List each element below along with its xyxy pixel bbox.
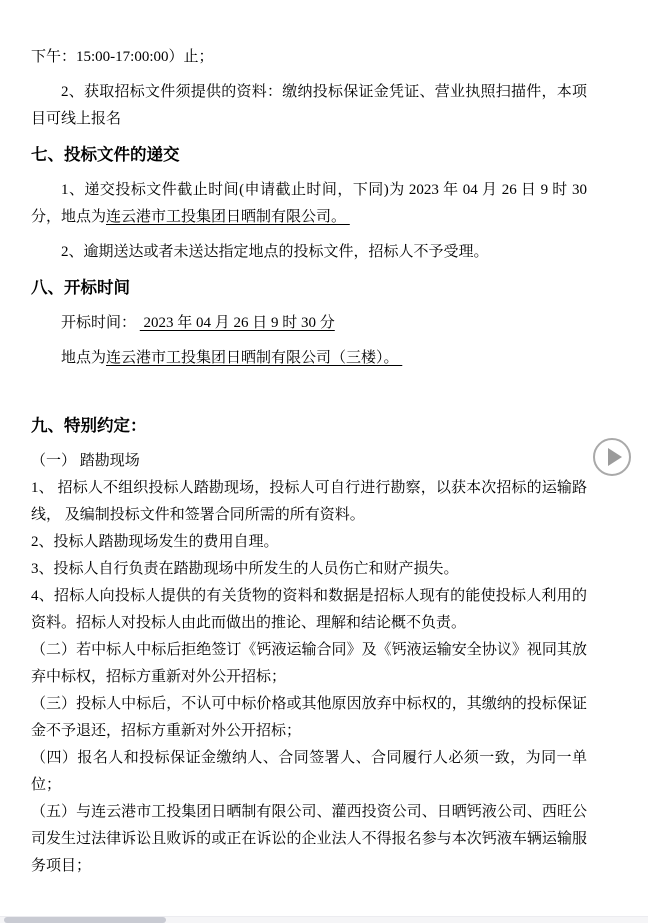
deadline-location-underlined: 连云港市工投集团日晒制有限公司。 — [106, 209, 350, 225]
sub2-paragraph: （二）若中标人中标后拒绝签订《钙液运输合同》及《钙液运输安全协议》视同其放弃中标权，招标方重新对外公开招标； — [31, 642, 587, 685]
continuation-line: 下午：15:00-17:00:00）止； — [31, 49, 214, 65]
bid-opening-time-line — [31, 310, 587, 337]
sub1-item1: 1、 招标人不组织投标人踏勘现场，投标人可自行进行勘察，以获本次招标的运输路线， 及编制投标文件和签署合同所需的所有资料。 — [31, 480, 587, 523]
horizontal-scrollbar-thumb[interactable] — [4, 917, 166, 923]
materials-paragraph: 2、获取招标文件须提供的资料：缴纳投标保证金凭证、营业执照扫描件，本项目可线上报名 — [31, 84, 587, 127]
bid-opening-location-line — [31, 345, 587, 372]
sub1-item3: 3、投标人自行负责在踏勘现场中所发生的人员伤亡和财产损失。 — [31, 561, 459, 577]
sub4-paragraph: （四）报名人和投标保证金缴纳人、合同签署人、合同履行人必须一致，为同一单位； — [31, 750, 587, 793]
horizontal-scrollbar-track[interactable] — [0, 916, 648, 923]
blank-space — [31, 380, 587, 406]
sub3-paragraph: （三）投标人中标后，不认可中标价格或其他原因放弃中标权的，其缴纳的投标保证金不予退还，招标方重新对外公开招标； — [31, 696, 587, 739]
location-label: 地点为 — [61, 350, 107, 366]
submission-deadline-paragraph — [31, 177, 587, 231]
sub1-item4: 4、招标人向投标人提供的有关货物的资料和数据是招标人现有的能使投标人利用的资料。招标人对投标人由此而做出的推论、理解和结论概不负责。 — [31, 588, 587, 631]
overdue-paragraph: 2、逾期送达或者未送达指定地点的投标文件，招标人不予受理。 — [61, 244, 489, 260]
sub1-title: （一） 踏勘现场 — [31, 453, 140, 469]
sub5-paragraph: （五）与连云港市工投集团日晒制有限公司、灌西投资公司、日晒钙液公司、西旺公司发生过法律诉讼且败诉的或正在诉讼的企业法人不得报名参与本次钙液车辆运输服务项目； — [31, 804, 587, 874]
section-9-heading: 九、特别约定： — [31, 416, 147, 435]
deadline-text: 1、递交投标文件截止时间(申请截止时间，下同)为 2023 年 04 月 26 日 9 时 30 分，地点为 — [31, 182, 587, 225]
opening-time-label: 开标时间： — [61, 315, 140, 331]
location-value-underlined: 连云港市工投集团日晒制有限公司（三楼）。 — [106, 350, 403, 366]
section-8-heading: 八、开标时间 — [31, 278, 130, 297]
play-arrow-icon — [608, 448, 622, 466]
section-7-heading: 七、投标文件的递交 — [31, 145, 180, 164]
opening-time-value-underlined: 2023 年 04 月 26 日 9 时 30 分 — [139, 315, 335, 331]
document-page — [31, 44, 587, 880]
next-page-button[interactable] — [593, 438, 631, 476]
sub1-item2: 2、投标人踏勘现场发生的费用自理。 — [31, 534, 279, 550]
